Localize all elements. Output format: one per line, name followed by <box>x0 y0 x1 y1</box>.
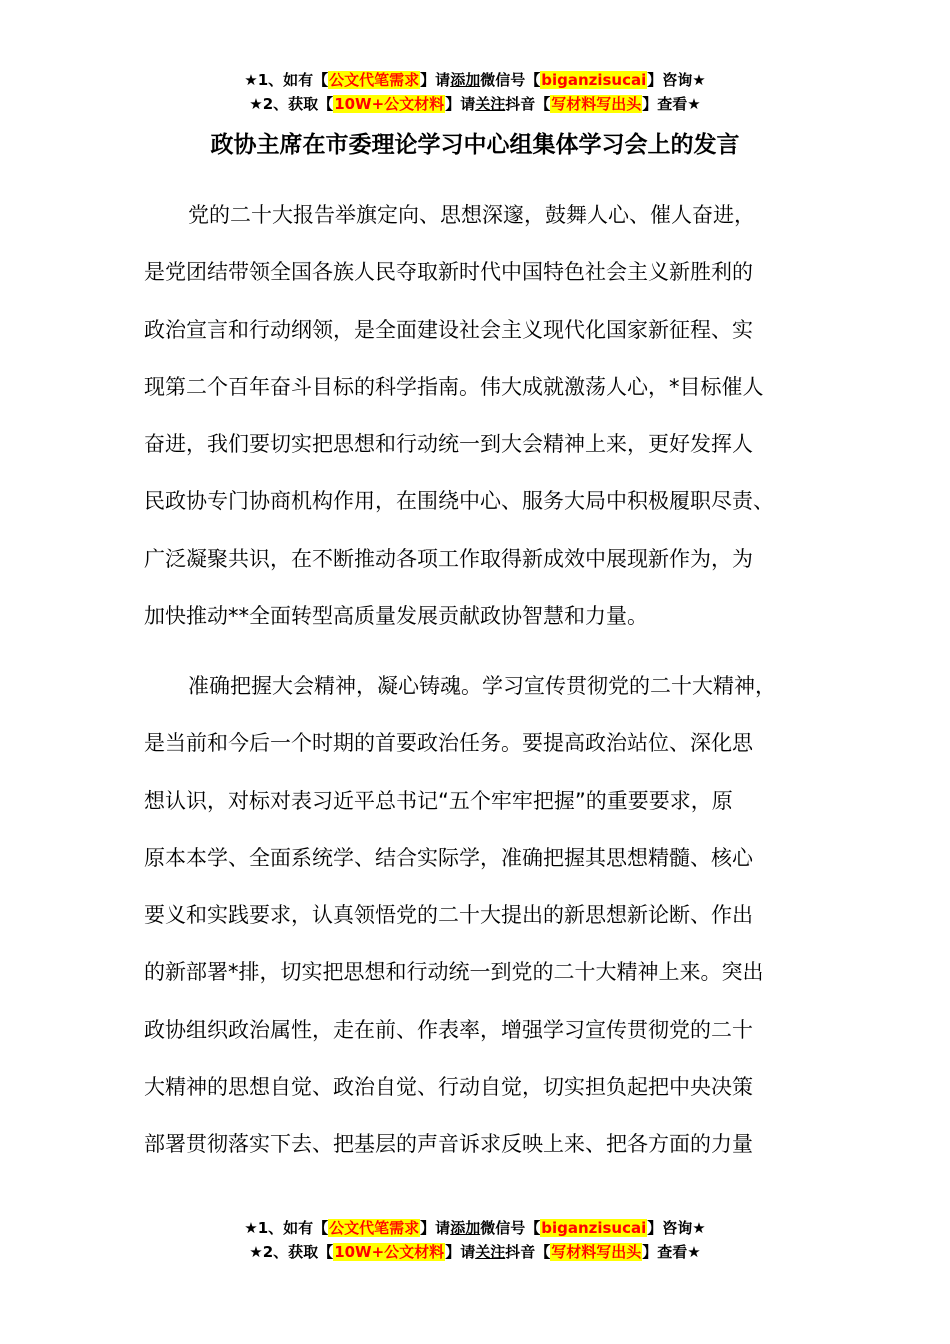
paragraph-line: 政协组织政治属性，走在前、作表率，增强学习宣传贯彻党的二十 <box>144 1017 753 1042</box>
banner-text: 抖音【 <box>505 95 551 113</box>
highlight-service-text: 公文代笔需求 <box>329 71 420 89</box>
paragraph-line: 奋进，我们要切实把思想和行动统一到大会精神上来，更好发挥人 <box>144 432 753 457</box>
header-banner-line-2 <box>0 92 950 116</box>
banner-text: 】请 <box>445 95 476 113</box>
banner-text: 】请 <box>420 71 451 89</box>
footer-banner-line-2 <box>0 1240 950 1264</box>
banner-text: 抖音【 <box>505 1243 551 1261</box>
paragraph-line: 要义和实践要求，认真领悟党的二十大提出的新思想新论断、作出 <box>144 903 753 928</box>
header-banner <box>0 68 950 116</box>
highlight-materials-text: 10W+公文材料 <box>334 1243 445 1261</box>
banner-text: ★1、如有【 <box>244 1219 329 1237</box>
underlined-text: 关注 <box>475 1243 506 1261</box>
banner-text: 】咨询★ <box>647 71 706 89</box>
highlight-materials-text: 10W+公文材料 <box>334 95 445 113</box>
banner-text: ★1、如有【 <box>244 71 329 89</box>
banner-text: ★2、获取【 <box>249 95 334 113</box>
paragraph-line: 准确把握大会精神，凝心铸魂。学习宣传贯彻党的二十大精神， <box>188 674 776 698</box>
highlight-service-text: 公文代笔需求 <box>329 1219 420 1237</box>
footer-banner <box>0 1216 950 1264</box>
douyin-account-text: 写材料写出头 <box>551 1243 642 1261</box>
banner-text: 微信号【 <box>480 71 541 89</box>
paragraph-line: 想认识，对标对表习近平总书记“五个牢牢把握”的重要要求，原 <box>144 788 733 813</box>
paragraph-1 <box>144 187 834 645</box>
paragraph-line: 大精神的思想自觉、政治自觉、行动自觉，切实担负起把中央决策 <box>144 1075 753 1100</box>
paragraph-line: 现第二个百年奋斗目标的科学指南。伟大成就激荡人心，*目标催人 <box>144 374 764 399</box>
paragraph-line: 是党团结带领全国各族人民夺取新时代中国特色社会主义新胜利的 <box>144 260 753 285</box>
underlined-text: 添加 <box>450 1219 481 1237</box>
paragraph-line: 民政协专门协商机构作用，在围绕中心、服务大局中积极履职尽责、 <box>144 489 774 514</box>
paragraph-line: 政治宣言和行动纲领，是全面建设社会主义现代化国家新征程、实 <box>144 317 753 342</box>
paragraph-2 <box>144 658 834 1174</box>
paragraph-line: 加快推动**全面转型高质量发展贡献政协智慧和力量。 <box>144 604 648 629</box>
paragraph-line: 部署贯彻落实下去、把基层的声音诉求反映上来、把各方面的力量 <box>144 1132 753 1157</box>
document-title: 政协主席在市委理论学习中心组集体学习会上的发言 <box>210 132 740 158</box>
douyin-account-text: 写材料写出头 <box>551 95 642 113</box>
wechat-id-text: biganzisucai <box>541 71 647 89</box>
banner-text: 】查看★ <box>642 95 701 113</box>
paragraph-line: 广泛凝聚共识，在不断推动各项工作取得新成效中展现新作为，为 <box>144 546 753 571</box>
underlined-text: 添加 <box>450 71 481 89</box>
underlined-text: 关注 <box>475 95 506 113</box>
banner-text: ★2、获取【 <box>249 1243 334 1261</box>
paragraph-line: 原本本学、全面系统学、结合实际学，准确把握其思想精髓、核心 <box>144 845 753 870</box>
banner-text: 】查看★ <box>642 1243 701 1261</box>
banner-text: 微信号【 <box>480 1219 541 1237</box>
paragraph-line: 党的二十大报告举旗定向、思想深邃，鼓舞人心、催人奋进， <box>188 203 755 227</box>
banner-text: 】请 <box>420 1219 451 1237</box>
wechat-id-text: biganzisucai <box>541 1219 647 1237</box>
paragraph-line: 是当前和今后一个时期的首要政治任务。要提高政治站位、深化思 <box>144 731 753 756</box>
paragraph-line: 的新部署*排，切实把思想和行动统一到党的二十大精神上来。突出 <box>144 960 764 985</box>
footer-banner-line-1 <box>0 1216 950 1240</box>
header-banner-line-1 <box>0 68 950 92</box>
banner-text: 】请 <box>445 1243 476 1261</box>
banner-text: 】咨询★ <box>647 1219 706 1237</box>
